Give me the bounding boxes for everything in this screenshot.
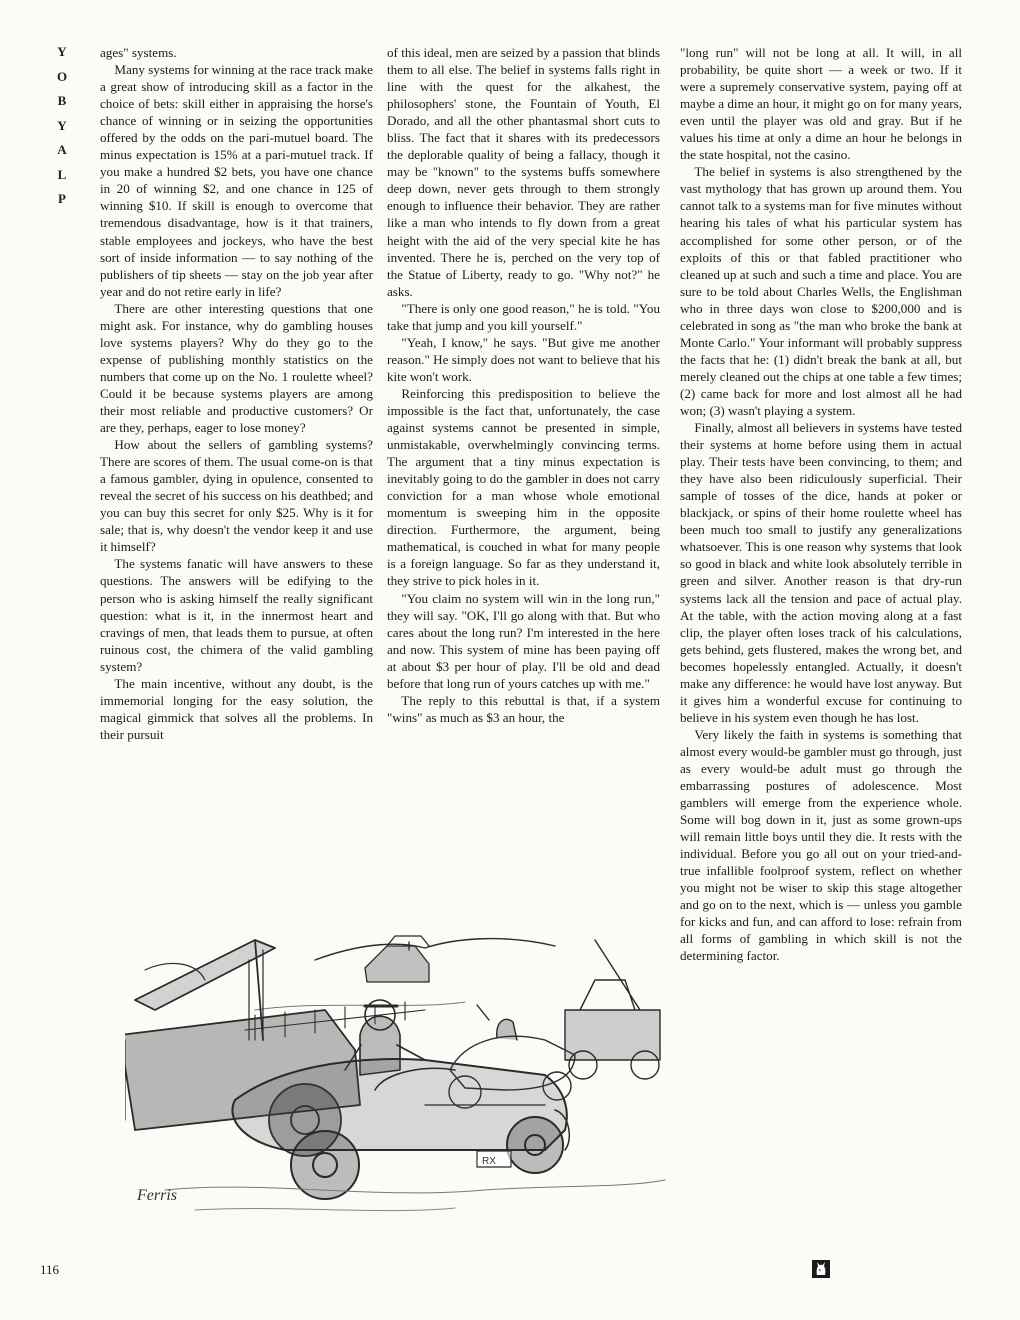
running-head-playboy bbox=[50, 40, 74, 212]
background-tow-truck bbox=[565, 940, 660, 1079]
paragraph: The main incentive, without any doubt, is the immemorial longing for the easy solution, the magical gimmick that solves all the problems. In their pursuit bbox=[100, 675, 373, 742]
running-head-letter: A bbox=[57, 142, 67, 157]
running-head-letter: O bbox=[56, 68, 68, 84]
paragraph: of this ideal, men are seized by a passion that blinds them to all else. The belief in systems falls right in line with the quest for the alkahest, the philosophers' stone, the Fountain of Youth, El Dorado, and all the other phantasmal short cuts to bliss. The fact that it shares with its predecessors the deplorable quality of being a fallacy, though it may be "known" to the systems buffs somewhere deep down, never gets through to them strongly enough to influence their behavior. They are rather like a man who intends to fly down from a great height with the aid of the very special kite he has invented. There he is, perched on the very top of the Statue of Liberty, ready to go. "Why not?" he asks. bbox=[387, 45, 660, 299]
running-head-letter: B bbox=[57, 93, 67, 108]
paragraph: Finally, almost all believers in systems have tested their systems at home before using them in actual play. Their tests have been convincing, to them; and they have also been ridiculously superficial. Their sample of tosses of the dice, hands at poker or blackjack, or spins of their home roulette wheel has been much too small to justify any generalizations whatsoever. This is one reason why systems that look so good in black and white look absolutely terrible in green and silver. Another reason is that dry-run systems lack all the tension and pace of actual play. At the table, with the action moving along at a fast clip, the player often loses track of his calculations, gets behind, gets flustered, makes the wrong bet, and becomes hopelessly entangled. Actually, it doesn't make any difference: he would have lost anyway. But it gives him a wonderful excuse for continuing to believe in his system even though he has lost. bbox=[680, 420, 962, 725]
paragraph: There are other interesting questions that one might ask. For instance, why do gambling houses love systems players? Why do they go to the expense of publishing monthly statistics on the numbers that come up on the No. 1 roulette wheel? Could it be because systems players are among their most reliable and productive customers? Or are they, perhaps, eager to lose money? bbox=[100, 300, 373, 436]
running-head-letter: Y bbox=[57, 117, 67, 133]
cartoon-illustration bbox=[125, 710, 673, 1230]
text-column-2 bbox=[387, 44, 660, 726]
paragraph: "long run" will not be long at all. It will, in all probability, be quite short — a week or two. If it were a supremely conservative system, paying off at maybe a dime an hour, it might go on for many years, even until the player was old and gray. But if he values his time at only a dime an hour he belongs in the state hospital, not the casino. bbox=[680, 45, 962, 163]
paragraph: "There is only one good reason," he is told. "You take that jump and you kill yourself." bbox=[387, 300, 660, 333]
paragraph: The reply to this rebuttal is that, if a system "wins" as much as $3 an hour, the bbox=[387, 692, 660, 725]
text-column-3 bbox=[680, 44, 962, 965]
paragraph: The systems fanatic will have answers to these questions. The answers will be edifying to the person who is asking himself the really significant question: what is it, in the innermost heart and cravings of men, that leads them to pursue, at often ruinous cost, the chimera of the valid gambling system? bbox=[100, 556, 373, 674]
page-number: 116 bbox=[40, 1262, 60, 1277]
farmhouse-sketch bbox=[365, 936, 429, 982]
foreground-sports-car bbox=[232, 1059, 569, 1199]
rabbit-head-icon bbox=[812, 1260, 830, 1278]
running-head-letter: L bbox=[57, 166, 67, 182]
paragraph: "Yeah, I know," he says. "But give me another reason." He simply does not want to believe that his kite won't work. bbox=[387, 334, 660, 384]
paragraph: Reinforcing this predisposition to believe the impossible is the fact that, unfortunately, the case against systems cannot be presented in simple, unmistakable, overwhelmingly convincing terms. The argument that a tiny minus expectation is inevitably going to do the gambler in does not carry conviction for a man whose whole emotional momentum is sweeping him in the opposite direction. Furthermore, the argument, being mathematical, is couched in what for many people is a foreign language. So far as they understand it, they strive to pick holes in it. bbox=[387, 385, 660, 589]
paragraph: Many systems for winning at the race track make a great show of introducing skill as a factor in the choice of bets: skill either in appraising the horse's chance of winning or in seizing the opportunities offered by the odds on the pari-mutuel board. The minus expectation is 15% at a pari-mutuel track. If you make a hundred $2 bets, you have one chance in 20 of winning $2, and one chance in 125 of winning $10. If skill is enough to overcome that tremendous disadvantage, how is it that trainers, stable employees and jockeys, who have the best sort of inside information — to say nothing of the publishers of tip sheets — stay on the job year after year and do not retire early in life? bbox=[100, 62, 373, 299]
paragraph: ages" systems. bbox=[100, 45, 177, 60]
paragraph: The belief in systems is also strengthened by the vast mythology that has grown up around them. You cannot talk to a systems man for five minutes without hearing his tales of what his particular system has accomplished for some other person, or of the exploits of this or that fabled practitioner who cleaned up at such and such a time and place. You are sure to be told about Charles Wells, the Englishman who in three days won close to $200,000 and is celebrated in song as "the man who broke the bank at Monte Carlo." Your informant will probably suppress the facts that he: (1) didn't break the bank at all, but merely cleaned out the chips at one table a few times; (2) came back for more and lost almost all he had won; (3) wasn't playing a system. bbox=[680, 164, 962, 418]
license-plate-text: RX bbox=[482, 1156, 496, 1167]
running-head-letter: P bbox=[58, 191, 66, 206]
text-column-1 bbox=[100, 44, 373, 743]
paragraph: "You claim no system will win in the long run," they will say. "OK, I'll go along with that. But who cares about the long run? I'm interested in the here and now. This system of mine has been paying off at about $3 per hour of play. I'll be old and dead before that long run of yours catches up with me." bbox=[387, 590, 660, 691]
paragraph: How about the sellers of gambling systems? There are scores of them. The usual come-on is that a famous gambler, dying in opulence, consented to reveal the secret of his success on his deathbed; and you can buy this secret for only $25. Why is it for sale; that is, why doesn't the vendor keep it and use it himself? bbox=[100, 437, 373, 555]
paragraph: Very likely the faith in systems is something that almost every would-be gambler must go through, just as every would-be adult must go through the embarrassing postures of adolescence. Most gamblers will emerge from the experience whole. Some will bog down in it, just as some grown-ups will remain little boys until they die. It rests with the individual. Before you go all out on your tried-and-true infallible foolproof system, reflect on whether you might not be wiser to skip this stage altogether and go on to the next, which is — unless you gamble for kicks and fun, and can afford to lose: refrain from all forms of gambling in which skill is not the determining factor. bbox=[680, 726, 962, 964]
artist-signature: Ferris bbox=[137, 1187, 177, 1204]
running-head-letter: Y bbox=[57, 44, 67, 59]
